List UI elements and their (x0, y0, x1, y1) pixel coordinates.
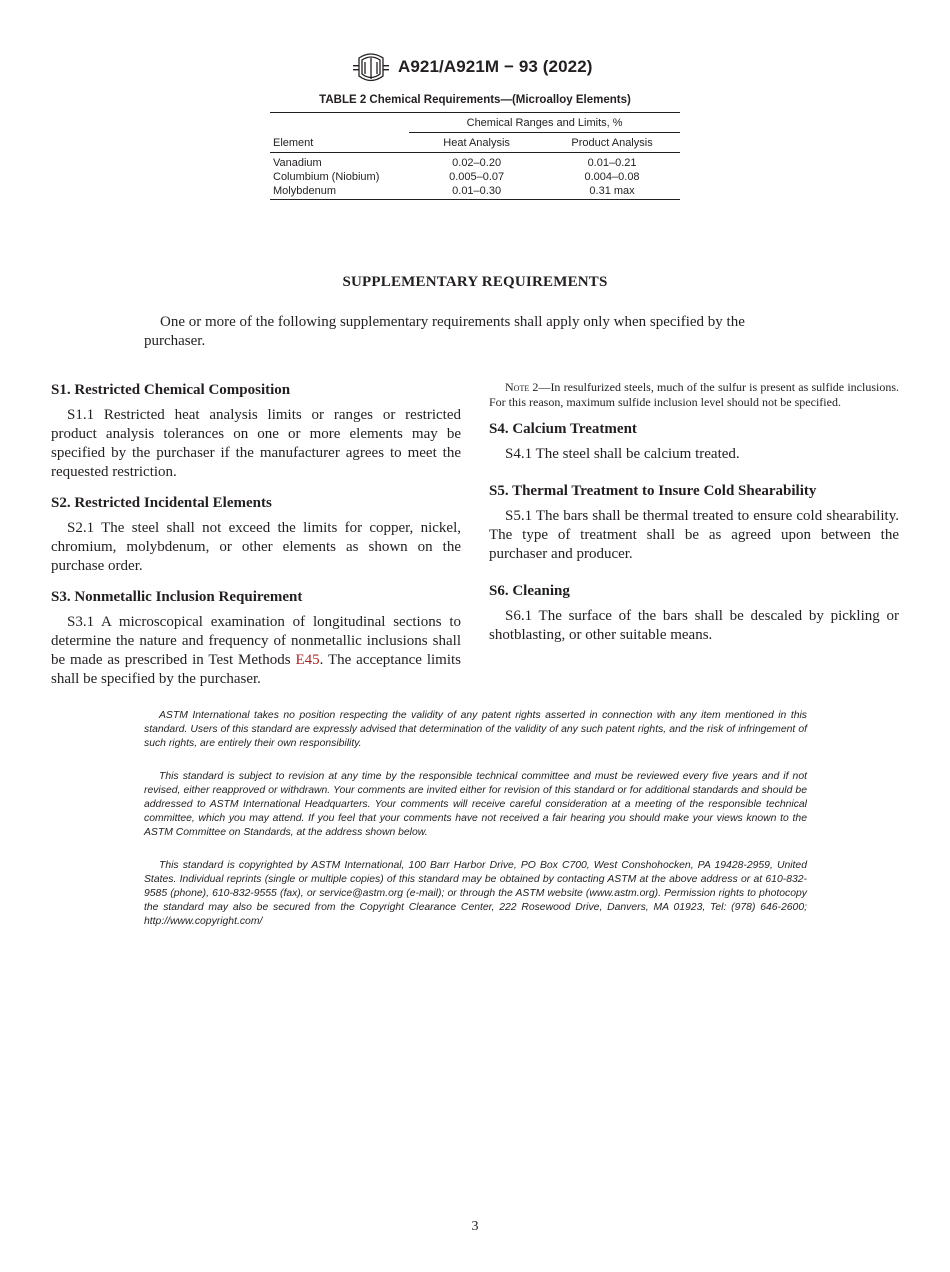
document-designation: A921/A921M − 93 (2022) (398, 57, 593, 76)
note-label: Note 2 (505, 380, 539, 394)
table-row (270, 184, 680, 200)
section-heading-s3: S3. Nonmetallic Inclusion Requirement (51, 589, 303, 605)
table-cell-product: 0.01–0.21 (587, 157, 637, 169)
test-method-e45-link[interactable]: E45 (295, 652, 320, 668)
section-paragraph-s6-1: S6.1 The surface of the bars shall be descaled by pickling or shotblasting, or other suitable means. (489, 608, 899, 643)
table-group-header: Chemical Ranges and Limits, % (409, 113, 680, 133)
section-paragraph-s5-1: S5.1 The bars shall be thermal treated to ensure cold shearability. The type of treatment shall be as agreed upon between the purchaser and producer. (489, 508, 899, 562)
table-column-header: Element (270, 133, 409, 153)
table-group-header-row (270, 113, 680, 133)
section-paragraph-s4-1: S4.1 The steel shall be calcium treated. (505, 446, 740, 462)
table-cell-element: Molybdenum (270, 184, 409, 200)
table-row (270, 153, 680, 171)
section-heading-s5: S5. Thermal Treatment to Insure Cold Shearability (489, 483, 817, 499)
table-cell-heat: 0.02–0.20 (452, 157, 502, 169)
section-paragraph-s2-1: S2.1 The steel shall not exceed the limits for copper, nickel, chromium, molybdenum, or other elements as shown on the purchase order. (51, 520, 461, 574)
s3-1-text-end: . The acceptance limits shall be specified by the purchaser. (51, 652, 461, 687)
chemical-requirements-table (270, 112, 680, 200)
supplementary-intro: One or more of the following supplementary requirements shall apply only when specified by the purchaser. (144, 314, 745, 349)
patent-notice: ASTM International takes no position respecting the validity of any patent rights asserted in connection with any item mentioned in this standard. Users of this standard are expressly advised that determination of the validity of any such patent rights, and the risk of infringement of such rights, are entirely their own responsibility. (144, 710, 807, 749)
table-column-header: Product Analysis (544, 133, 680, 153)
supplementary-heading: SUPPLEMENTARY REQUIREMENTS (342, 274, 608, 290)
table-cell-product: 0.004–0.08 (584, 171, 640, 183)
section-paragraph-s1-1: S1.1 Restricted heat analysis limits or ranges or restricted product analysis tolerances on one or more elements may be specified by the purchaser if the manufacturer agrees to meet the requested restriction. (51, 407, 461, 480)
table-row (270, 170, 680, 184)
table-column-header-row (270, 133, 680, 153)
page-header (0, 52, 950, 86)
section-heading-s6: S6. Cleaning (489, 583, 570, 599)
page-number: 3 (471, 1219, 479, 1234)
table-cell-heat: 0.005–0.07 (449, 171, 505, 183)
note-2 (489, 380, 899, 410)
note-text: —In resulfurized steels, much of the sulfur is present as sulfide inclusions. For this reason, maximum sulfide inclusion level should not be specified. (489, 380, 899, 409)
astm-logo-icon (352, 52, 390, 84)
section-paragraph-s3-1 (51, 613, 461, 689)
right-column (489, 380, 899, 645)
revision-notice: This standard is subject to revision at any time by the responsible technical committee and must be reviewed every five years and if not revised, either reapproved or withdrawn. Your comments are invited either for revision of this standard or for additional standards and should be addressed to ASTM International Headquarters. Your comments will receive careful consideration at a meeting of the responsible technical committee, which you may attend. If you feel that your comments have not received a fair hearing you should make your views known to the ASTM Committee on Standards, at the address shown below. (144, 771, 807, 838)
left-column (51, 380, 461, 689)
table-cell-heat: 0.01–0.30 (409, 184, 544, 200)
section-heading-s2: S2. Restricted Incidental Elements (51, 495, 272, 511)
table-header-blank (270, 113, 409, 133)
table-cell-element: Vanadium (273, 157, 322, 169)
table-title: TABLE 2 Chemical Requirements—(Microalloy Elements) (319, 94, 631, 106)
section-heading-s1: S1. Restricted Chemical Composition (51, 382, 291, 398)
table-cell-product: 0.31 max (544, 184, 680, 200)
copyright-notice: This standard is copyrighted by ASTM International, 100 Barr Harbor Drive, PO Box C700, West Conshohocken, PA 19428-2959, United States. Individual reprints (single or multiple copies) of this standard may be obtained by contacting ASTM at the above address or at 610-832-9585 (phone), 610-832-9555 (fax), or service@astm.org (e-mail); or through the ASTM website (www.astm.org). Permission rights to photocopy the standard may also be secured from the Copyright Clearance Center, 222 Rosewood Drive, Danvers, MA 01923, Tel: (978) 646-2600; http://www.copyright.com/ (144, 860, 807, 927)
table-cell-element: Columbium (Niobium) (273, 171, 380, 183)
s3-1-text-start: S3.1 A microscopical examination of longitudinal sections to determine the nature and frequency of nonmetallic inclusions shall be made as prescribed in Test Methods (51, 614, 461, 668)
table-column-header: Heat Analysis (409, 133, 544, 153)
section-heading-s4: S4. Calcium Treatment (489, 421, 637, 437)
